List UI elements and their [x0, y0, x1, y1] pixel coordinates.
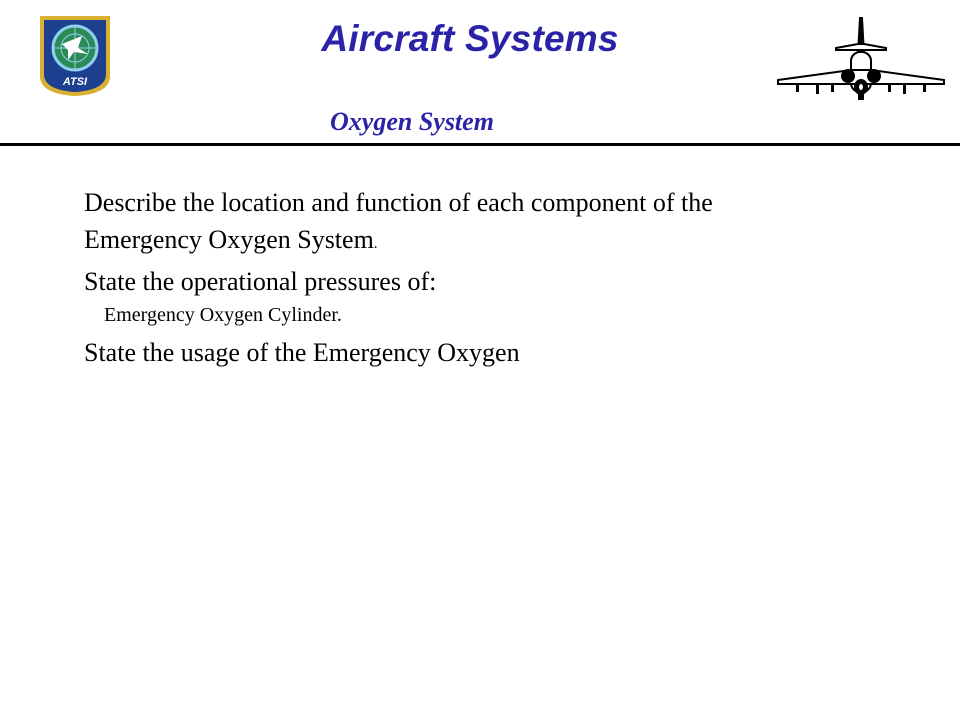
- header-divider: [0, 143, 960, 146]
- objectives-text: [84, 184, 924, 371]
- objective-1-line-2: [84, 221, 924, 263]
- aircraft-icon: [776, 14, 946, 100]
- objective-1-line-1: Describe the location and function of each component of the: [84, 188, 713, 217]
- page-title: Aircraft Systems: [321, 18, 619, 59]
- objective-2: State the operational pressures of:: [84, 267, 437, 296]
- section-subtitle: Oxygen System: [330, 107, 494, 136]
- svg-text:ATSI: ATSI: [62, 76, 88, 88]
- objective-1-line-2-text: Emergency Oxygen System: [84, 225, 374, 254]
- objective-1-period: .: [373, 236, 378, 252]
- objective-3: State the usage of the Emergency Oxygen: [84, 338, 520, 367]
- objective-2-sub-item: Emergency Oxygen Cylinder.: [104, 304, 342, 326]
